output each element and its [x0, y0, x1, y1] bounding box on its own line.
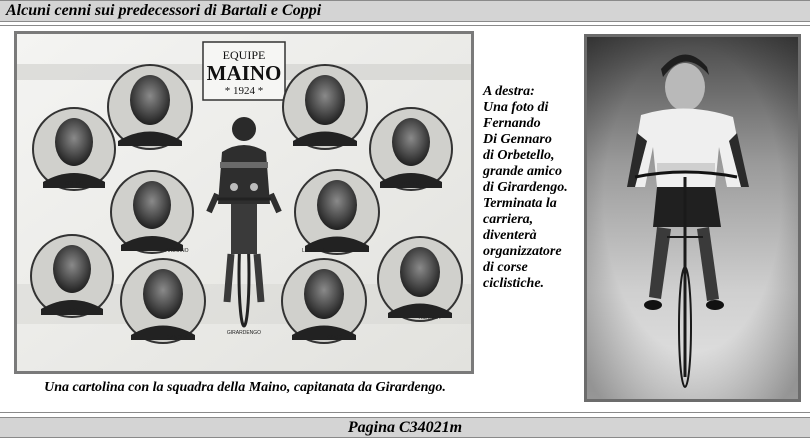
rider-portrait	[283, 65, 367, 149]
rider-portrait	[282, 259, 366, 343]
rider-portrait	[121, 259, 205, 343]
rider-portrait	[370, 108, 452, 190]
rider-label: GOSSI	[327, 335, 343, 341]
badge-line-3: * 1924 *	[224, 85, 264, 97]
rider-label: DINANI	[63, 308, 81, 314]
team-postcard-image	[14, 31, 474, 374]
badge-line-2: MAINO	[206, 61, 282, 85]
postcard-caption: Una cartolina con la squadra della Maino, capitanata da Girardengo.	[44, 380, 446, 395]
rider-portrait	[108, 65, 192, 149]
rider-label: ARDUINO	[165, 248, 189, 254]
rider-portrait	[33, 108, 115, 190]
rider-label: TICAGILA	[417, 315, 441, 321]
footer-divider	[0, 412, 810, 413]
rider-label: GANDINI	[166, 335, 188, 341]
rider-label: BESTETTI	[313, 140, 337, 146]
page-footer-bar	[0, 417, 810, 438]
badge-line-1: EQUIPE	[222, 48, 266, 62]
header-divider	[0, 25, 810, 26]
rider-portrait	[31, 235, 113, 317]
rider-portrait	[295, 170, 379, 254]
page-header-bar	[0, 0, 810, 22]
rider-label: CREMO	[64, 181, 84, 187]
rider-label: AZZINI	[142, 140, 158, 146]
page-number-label: Pagina C34021m	[347, 419, 463, 436]
page-header-title: Alcuni cenni sui predecessori di Bartali e Coppi	[6, 2, 322, 19]
rider-label: FRENSENSERG	[391, 181, 431, 187]
cyclist-photo	[584, 34, 801, 402]
rider-label: GIRARDENGO	[226, 330, 262, 336]
rider-portrait	[111, 171, 193, 254]
rider-portrait	[378, 237, 462, 321]
equipe-badge	[203, 42, 285, 100]
rider-label: LUGGETI	[302, 248, 324, 254]
side-photo-caption: A destra: Una foto di Fernando Di Gennaro di Orbetello, grande amico di Girardengo. Terminata la carriera, diventerà organizzatore di corse ciclistiche.	[483, 84, 568, 291]
